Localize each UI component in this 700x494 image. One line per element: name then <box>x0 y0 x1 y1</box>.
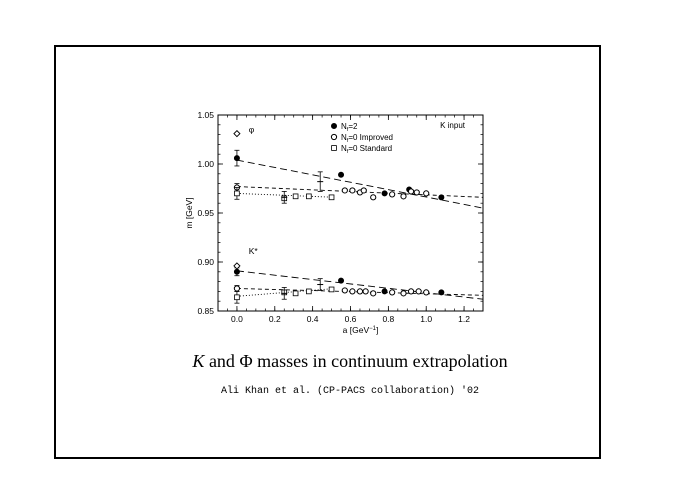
x-tick-label: 1.2 <box>458 314 470 324</box>
data-point-open-circle <box>357 289 362 294</box>
legend-label <box>341 133 393 144</box>
y-tick-label: 1.05 <box>197 110 214 120</box>
data-point-open-square <box>306 194 311 199</box>
legend-label-subscript: f <box>346 138 349 144</box>
fit-line-long-dash <box>237 160 483 208</box>
data-point-open-circle <box>408 189 413 194</box>
x-tick-label: 0.0 <box>231 314 243 324</box>
legend-label <box>341 144 392 155</box>
y-tick-label: 0.90 <box>197 257 214 267</box>
caption-text: masses in continuum extrapolation <box>252 351 508 371</box>
data-point-open-circle <box>416 289 421 294</box>
caption-k-symbol: K <box>192 351 205 371</box>
legend-label-suffix: =2 <box>348 122 358 131</box>
data-point-open-circle <box>363 289 368 294</box>
data-point-open-circle <box>401 194 406 199</box>
legend-label-subscript: f <box>346 149 349 155</box>
x-axis-label <box>343 325 379 335</box>
data-point-filled-circle <box>439 290 444 295</box>
data-point-open-circle <box>414 190 419 195</box>
data-point-open-square <box>329 195 334 200</box>
data-point-open-circle <box>342 288 347 293</box>
y-axis-label: m [GeV] <box>184 197 194 229</box>
data-point-open-circle <box>401 291 406 296</box>
data-point-open-square <box>293 291 298 296</box>
data-point-open-circle <box>408 289 413 294</box>
extrapolated-point-filled-circle <box>234 156 239 161</box>
y-tick-label: 1.00 <box>197 159 214 169</box>
legend-label-suffix: =0 Standard <box>348 144 393 153</box>
extrapolated-point-filled-circle <box>234 269 239 274</box>
data-point-filled-circle <box>338 278 343 283</box>
extrapolated-point-open-diamond <box>234 131 240 137</box>
x-axis-label-bracket: ] <box>375 325 379 335</box>
annotation-label: K* <box>248 246 258 257</box>
data-point-open-circle <box>361 188 366 193</box>
x-tick-label: 0.2 <box>268 314 281 324</box>
data-point-open-circle <box>390 192 395 197</box>
data-point-open-circle <box>350 289 355 294</box>
extrapolated-point-open-square <box>235 295 240 300</box>
legend-label-suffix: =0 Improved <box>348 133 394 142</box>
data-point-open-circle <box>424 191 429 196</box>
x-axis-label-exponent: −1 <box>369 326 376 332</box>
data-point-filled-circle <box>439 195 444 200</box>
data-point-open-circle <box>390 290 395 295</box>
slide-caption <box>0 351 700 372</box>
input-label: K input <box>440 121 465 130</box>
x-tick-label: 0.6 <box>344 314 357 324</box>
data-point-open-square <box>306 289 311 294</box>
legend-label-subscript: f <box>346 127 349 133</box>
data-point-open-circle <box>350 188 355 193</box>
legend-marker-filled-circle <box>331 123 336 128</box>
legend-marker-open-circle <box>331 134 336 139</box>
slide-credit: Ali Khan et al. (CP-PACS collaboration) '02 <box>220 386 480 397</box>
caption-and: and <box>204 351 240 371</box>
data-point-open-circle <box>342 188 347 193</box>
legend-marker-open-square <box>332 146 337 151</box>
data-point-open-circle <box>371 195 376 200</box>
x-axis-label-text: a [GeV <box>342 325 370 335</box>
legend-label-prefix: N <box>341 144 347 153</box>
legend-label-prefix: N <box>341 133 347 142</box>
extrapolated-point-open-square <box>235 191 240 196</box>
extrapolated-point-open-circle <box>234 286 239 291</box>
data-point-filled-circle <box>382 191 387 196</box>
fit-line-long-dash <box>237 271 483 299</box>
y-tick-label: 0.85 <box>197 306 214 316</box>
x-tick-label: 0.8 <box>382 314 395 324</box>
legend-label-prefix: N <box>341 122 347 131</box>
data-point-open-circle <box>424 290 429 295</box>
y-tick-label: 0.95 <box>197 208 214 218</box>
data-point-filled-circle <box>382 289 387 294</box>
data-point-filled-circle <box>338 172 343 177</box>
data-point-open-square <box>329 287 334 292</box>
data-point-open-square <box>293 194 298 199</box>
annotation-label: φ <box>248 124 255 135</box>
legend-label <box>341 122 358 133</box>
x-tick-label: 1.0 <box>420 314 433 324</box>
x-tick-label: 0.4 <box>306 314 319 324</box>
data-point-open-circle <box>371 291 376 296</box>
caption-phi-symbol: Φ <box>239 351 253 371</box>
